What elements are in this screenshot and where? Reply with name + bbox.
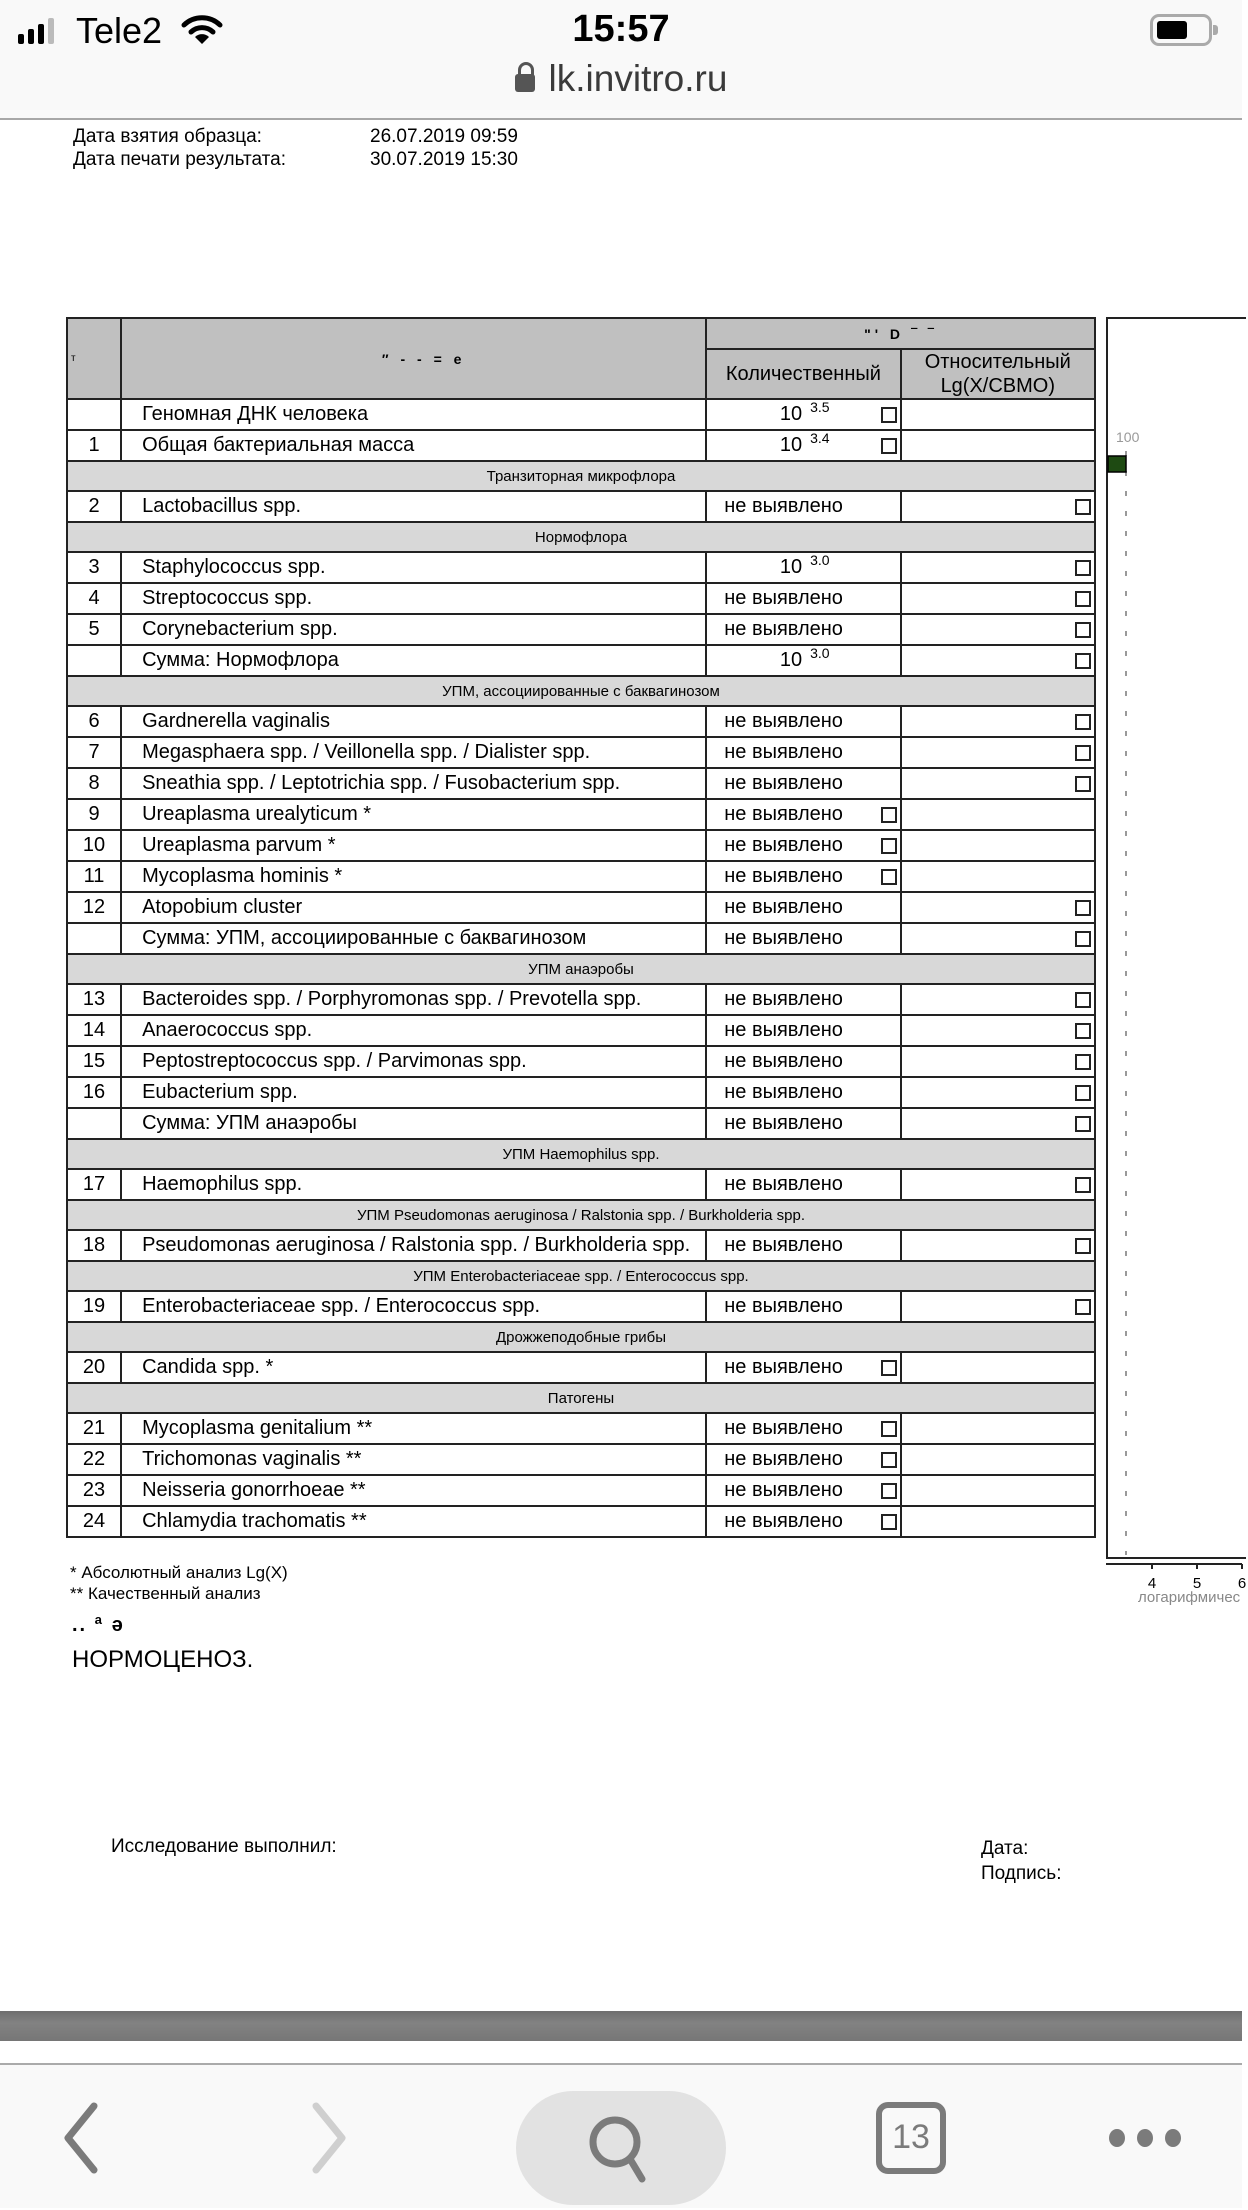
qty-value: не выявлено bbox=[724, 495, 843, 517]
organism-name: Геномная ДНК человека bbox=[121, 399, 706, 430]
quantitative-cell bbox=[706, 799, 900, 830]
address-bar[interactable] bbox=[0, 58, 1242, 100]
organism-name: Сумма: УПМ, ассоциированные с баквагинозом bbox=[121, 923, 706, 954]
group-header-row bbox=[67, 954, 1095, 984]
forward-button[interactable] bbox=[290, 2065, 370, 2210]
organism-name: Bacteroides spp. / Porphyromonas spp. / Prevotella spp. bbox=[121, 984, 706, 1015]
row-number: 9 bbox=[67, 799, 121, 830]
search-button[interactable] bbox=[516, 2091, 726, 2205]
result-checkbox bbox=[881, 438, 897, 454]
date-label: Дата: bbox=[981, 1838, 1029, 1859]
relative-cell bbox=[901, 830, 1095, 861]
result-checkbox bbox=[1075, 1085, 1091, 1101]
sample-date-label: Дата взятия образца: bbox=[73, 126, 262, 147]
group-title: Нормофлора bbox=[67, 522, 1095, 552]
row-number: 10 bbox=[67, 830, 121, 861]
qty-value: не выявлено bbox=[724, 710, 843, 732]
row-number: 7 bbox=[67, 737, 121, 768]
side-chart-svg bbox=[1108, 319, 1248, 1561]
table-row bbox=[67, 892, 1095, 923]
qty-value: не выявлено bbox=[724, 1510, 843, 1532]
qty-value: не выявлено bbox=[724, 1173, 843, 1195]
header-quantitative: Количественный bbox=[706, 349, 900, 399]
battery-icon bbox=[1150, 14, 1212, 46]
row-number: 8 bbox=[67, 768, 121, 799]
relative-cell bbox=[901, 1352, 1095, 1383]
quantitative-cell bbox=[706, 1475, 900, 1506]
result-checkbox bbox=[1075, 560, 1091, 576]
qty-value: не выявлено bbox=[724, 1295, 843, 1317]
row-number: 1 bbox=[67, 430, 121, 461]
table-row bbox=[67, 1015, 1095, 1046]
group-header-row bbox=[67, 1322, 1095, 1352]
table-row bbox=[67, 430, 1095, 461]
footnote-qualitative: ** Качественный анализ bbox=[70, 1584, 261, 1603]
qty-value: не выявлено bbox=[724, 1479, 843, 1501]
print-date-value: 30.07.2019 15:30 bbox=[370, 149, 518, 170]
side-chart bbox=[1106, 317, 1246, 1559]
header-num: т bbox=[67, 318, 121, 399]
status-time: 15:57 bbox=[572, 8, 670, 50]
relative-cell bbox=[901, 399, 1095, 430]
table-row bbox=[67, 984, 1095, 1015]
qty-base: 10 bbox=[779, 649, 803, 671]
quantitative-cell bbox=[706, 830, 900, 861]
qty-value: не выявлено bbox=[724, 618, 843, 640]
result-checkbox bbox=[881, 407, 897, 423]
table-row bbox=[67, 1506, 1095, 1537]
qty-value: не выявлено bbox=[724, 741, 843, 763]
quantitative-cell bbox=[706, 552, 900, 583]
relative-cell bbox=[901, 892, 1095, 923]
lock-icon bbox=[515, 74, 535, 92]
relative-cell bbox=[901, 552, 1095, 583]
quantitative-cell bbox=[706, 1444, 900, 1475]
more-dots-icon bbox=[1109, 2129, 1181, 2147]
signature-block bbox=[981, 1836, 1061, 1886]
url-text: lk.invitro.ru bbox=[548, 58, 728, 99]
qty-value: не выявлено bbox=[724, 927, 843, 949]
group-title: УПМ анаэробы bbox=[67, 954, 1095, 984]
organism-name: Общая бактериальная масса bbox=[121, 430, 706, 461]
row-number bbox=[67, 923, 121, 954]
organism-name: Chlamydia trachomatis ** bbox=[121, 1506, 706, 1537]
chevron-right-icon bbox=[310, 2102, 350, 2174]
quantitative-cell bbox=[706, 706, 900, 737]
table-row bbox=[67, 799, 1095, 830]
organism-name: Atopobium cluster bbox=[121, 892, 706, 923]
organism-name: Staphylococcus spp. bbox=[121, 552, 706, 583]
header-relative-line2: Lg(X/СВМО) bbox=[940, 375, 1056, 397]
organism-name: Eubacterium spp. bbox=[121, 1077, 706, 1108]
relative-cell bbox=[901, 923, 1095, 954]
relative-cell bbox=[901, 984, 1095, 1015]
table-row bbox=[67, 1046, 1095, 1077]
conclusion-heading: .. ª ə bbox=[72, 1614, 125, 1636]
result-checkbox bbox=[1075, 992, 1091, 1008]
x-tick-label: 6 bbox=[1237, 1575, 1247, 1592]
quantitative-cell bbox=[706, 768, 900, 799]
organism-name: Enterobacteriaceae spp. / Enterococcus spp. bbox=[121, 1291, 706, 1322]
table-row bbox=[67, 1352, 1095, 1383]
relative-cell bbox=[901, 1169, 1095, 1200]
footnotes bbox=[70, 1562, 288, 1604]
results-body bbox=[67, 399, 1095, 1537]
result-checkbox bbox=[1075, 776, 1091, 792]
relative-cell bbox=[901, 737, 1095, 768]
organism-name: Trichomonas vaginalis ** bbox=[121, 1444, 706, 1475]
organism-name: Mycoplasma genitalium ** bbox=[121, 1413, 706, 1444]
organism-name: Anaerococcus spp. bbox=[121, 1015, 706, 1046]
sample-meta bbox=[73, 125, 518, 171]
row-number: 24 bbox=[67, 1506, 121, 1537]
relative-cell bbox=[901, 1077, 1095, 1108]
result-checkbox bbox=[1075, 745, 1091, 761]
group-title: УПМ Pseudomonas aeruginosa / Ralstonia spp. / Burkholderia spp. bbox=[67, 1200, 1095, 1230]
qty-value: не выявлено bbox=[724, 587, 843, 609]
chart-top-label: 100 bbox=[1116, 429, 1140, 445]
row-number: 12 bbox=[67, 892, 121, 923]
relative-cell bbox=[901, 491, 1095, 522]
organism-name: Ureaplasma parvum * bbox=[121, 830, 706, 861]
result-checkbox bbox=[881, 1514, 897, 1530]
relative-cell bbox=[901, 706, 1095, 737]
result-checkbox bbox=[1075, 931, 1091, 947]
relative-cell bbox=[901, 1046, 1095, 1077]
organism-name: Peptostreptococcus spp. / Parvimonas spp. bbox=[121, 1046, 706, 1077]
row-number: 11 bbox=[67, 861, 121, 892]
result-checkbox bbox=[881, 1421, 897, 1437]
table-row bbox=[67, 1230, 1095, 1261]
table-row bbox=[67, 1108, 1095, 1139]
chart-bar bbox=[1108, 456, 1126, 472]
table-row bbox=[67, 923, 1095, 954]
result-checkbox bbox=[1075, 1023, 1091, 1039]
group-header-row bbox=[67, 1139, 1095, 1169]
row-number: 13 bbox=[67, 984, 121, 1015]
quantitative-cell bbox=[706, 1506, 900, 1537]
table-row bbox=[67, 645, 1095, 676]
signature-label: Подпись: bbox=[981, 1863, 1062, 1884]
result-checkbox bbox=[1075, 1299, 1091, 1315]
row-number: 5 bbox=[67, 614, 121, 645]
row-number: 15 bbox=[67, 1046, 121, 1077]
relative-cell bbox=[901, 583, 1095, 614]
relative-cell bbox=[901, 768, 1095, 799]
qty-value: не выявлено bbox=[724, 1234, 843, 1256]
result-checkbox bbox=[1075, 900, 1091, 916]
header-relative bbox=[901, 349, 1095, 399]
organism-name: Haemophilus spp. bbox=[121, 1169, 706, 1200]
qty-exponent: 3.0 bbox=[810, 645, 830, 661]
qty-value: не выявлено bbox=[724, 1019, 843, 1041]
row-number bbox=[67, 645, 121, 676]
qty-base: 10 bbox=[779, 403, 803, 425]
result-checkbox bbox=[1075, 1054, 1091, 1070]
organism-name: Candida spp. * bbox=[121, 1352, 706, 1383]
group-header-row bbox=[67, 461, 1095, 491]
relative-cell bbox=[901, 1015, 1095, 1046]
organism-name: Ureaplasma urealyticum * bbox=[121, 799, 706, 830]
quantitative-cell bbox=[706, 583, 900, 614]
qty-value: не выявлено bbox=[724, 896, 843, 918]
organism-name: Mycoplasma hominis * bbox=[121, 861, 706, 892]
group-title: УПМ, ассоциированные с баквагинозом bbox=[67, 676, 1095, 706]
qty-value: не выявлено bbox=[724, 1081, 843, 1103]
qty-value: не выявлено bbox=[724, 1356, 843, 1378]
relative-cell bbox=[901, 1230, 1095, 1261]
row-number: 20 bbox=[67, 1352, 121, 1383]
header-result bbox=[706, 318, 1095, 349]
qty-exponent: 3.4 bbox=[810, 430, 830, 446]
quantitative-cell bbox=[706, 1108, 900, 1139]
quantitative-cell bbox=[706, 984, 900, 1015]
organism-name: Streptococcus spp. bbox=[121, 583, 706, 614]
row-number: 21 bbox=[67, 1413, 121, 1444]
result-checkbox bbox=[881, 1452, 897, 1468]
performed-by-label: Исследование выполнил: bbox=[111, 1836, 337, 1857]
quantitative-cell bbox=[706, 614, 900, 645]
table-row bbox=[67, 706, 1095, 737]
qty-exponent: 3.0 bbox=[810, 552, 830, 568]
qty-value: не выявлено bbox=[724, 1448, 843, 1470]
organism-name: Neisseria gonorrhoeae ** bbox=[121, 1475, 706, 1506]
row-number: 23 bbox=[67, 1475, 121, 1506]
quantitative-cell bbox=[706, 861, 900, 892]
row-number: 3 bbox=[67, 552, 121, 583]
relative-cell bbox=[901, 1444, 1095, 1475]
table-row bbox=[67, 552, 1095, 583]
result-checkbox bbox=[881, 1483, 897, 1499]
result-checkbox bbox=[881, 869, 897, 885]
quantitative-cell bbox=[706, 892, 900, 923]
chart-x-label: логарифмичес bbox=[1138, 1589, 1241, 1606]
quantitative-cell bbox=[706, 430, 900, 461]
organism-name: Pseudomonas aeruginosa / Ralstonia spp. / Burkholderia spp. bbox=[121, 1230, 706, 1261]
header-name bbox=[121, 318, 706, 399]
relative-cell bbox=[901, 1475, 1095, 1506]
table-row bbox=[67, 1291, 1095, 1322]
group-header-row bbox=[67, 1261, 1095, 1291]
qty-value: не выявлено bbox=[724, 803, 843, 825]
group-title: Транзиторная микрофлора bbox=[67, 461, 1095, 491]
table-row bbox=[67, 399, 1095, 430]
quantitative-cell bbox=[706, 1046, 900, 1077]
group-header-row bbox=[67, 1200, 1095, 1230]
table-row bbox=[67, 583, 1095, 614]
result-checkbox bbox=[1075, 1177, 1091, 1193]
table-row bbox=[67, 491, 1095, 522]
row-number: 14 bbox=[67, 1015, 121, 1046]
qty-base: 10 bbox=[779, 556, 803, 578]
search-icon bbox=[516, 2091, 726, 2205]
row-number: 2 bbox=[67, 491, 121, 522]
quantitative-cell bbox=[706, 1413, 900, 1444]
back-button[interactable] bbox=[40, 2065, 120, 2210]
organism-name: Сумма: Нормофлора bbox=[121, 645, 706, 676]
row-number: 19 bbox=[67, 1291, 121, 1322]
qty-value: не выявлено bbox=[724, 988, 843, 1010]
quantitative-cell bbox=[706, 1291, 900, 1322]
group-header-row bbox=[67, 1383, 1095, 1413]
organism-name: Gardnerella vaginalis bbox=[121, 706, 706, 737]
relative-cell bbox=[901, 1413, 1095, 1444]
tabs-button[interactable] bbox=[876, 2065, 946, 2210]
result-checkbox bbox=[1075, 714, 1091, 730]
result-checkbox bbox=[1075, 1238, 1091, 1254]
browser-header bbox=[0, 0, 1242, 120]
print-date-label: Дата печати результата: bbox=[73, 149, 286, 170]
header-relative-line1: Относительный bbox=[924, 351, 1071, 373]
qty-value: не выявлено bbox=[724, 1112, 843, 1134]
qty-value: не выявлено bbox=[724, 772, 843, 794]
quantitative-cell bbox=[706, 645, 900, 676]
group-title: УПМ Enterobacteriaceae spp. / Enterococcus spp. bbox=[67, 1261, 1095, 1291]
conclusion-text: НОРМОЦЕНОЗ. bbox=[72, 1646, 254, 1673]
organism-name: Sneathia spp. / Leptotrichia spp. / Fusobacterium spp. bbox=[121, 768, 706, 799]
row-number: 6 bbox=[67, 706, 121, 737]
relative-cell bbox=[901, 645, 1095, 676]
result-checkbox bbox=[881, 1360, 897, 1376]
quantitative-cell bbox=[706, 737, 900, 768]
result-checkbox bbox=[881, 838, 897, 854]
result-checkbox bbox=[1075, 1116, 1091, 1132]
quantitative-cell bbox=[706, 923, 900, 954]
organism-name: Lactobacillus spp. bbox=[121, 491, 706, 522]
carrier-name: Tele2 bbox=[76, 10, 163, 51]
quantitative-cell bbox=[706, 1077, 900, 1108]
row-number: 17 bbox=[67, 1169, 121, 1200]
relative-cell bbox=[901, 1506, 1095, 1537]
row-number: 22 bbox=[67, 1444, 121, 1475]
relative-cell bbox=[901, 861, 1095, 892]
table-row bbox=[67, 1444, 1095, 1475]
header-result-glyphs: "' D ‾ ‾ bbox=[864, 325, 938, 342]
table-row bbox=[67, 614, 1095, 645]
table-row bbox=[67, 830, 1095, 861]
quantitative-cell bbox=[706, 1169, 900, 1200]
table-row bbox=[67, 861, 1095, 892]
x-tick-label: 5 bbox=[1192, 1575, 1202, 1592]
row-number: 18 bbox=[67, 1230, 121, 1261]
quantitative-cell bbox=[706, 491, 900, 522]
table-row bbox=[67, 1169, 1095, 1200]
quantitative-cell bbox=[706, 1230, 900, 1261]
relative-cell bbox=[901, 1108, 1095, 1139]
group-header-row bbox=[67, 522, 1095, 552]
row-number: 4 bbox=[67, 583, 121, 614]
quantitative-cell bbox=[706, 1352, 900, 1383]
organism-name: Corynebacterium spp. bbox=[121, 614, 706, 645]
chevron-left-icon bbox=[60, 2102, 100, 2174]
tabs-count: 13 bbox=[876, 2102, 946, 2174]
table-row bbox=[67, 1077, 1095, 1108]
qty-base: 10 bbox=[779, 434, 803, 456]
row-number bbox=[67, 1108, 121, 1139]
result-checkbox bbox=[881, 807, 897, 823]
relative-cell bbox=[901, 799, 1095, 830]
result-checkbox bbox=[1075, 499, 1091, 515]
group-title: Дрожжеподобные грибы bbox=[67, 1322, 1095, 1352]
page-separator bbox=[0, 2011, 1242, 2041]
table-row bbox=[67, 1475, 1095, 1506]
x-tick-label: 4 bbox=[1147, 1575, 1157, 1592]
sample-date-value: 26.07.2019 09:59 bbox=[370, 126, 518, 147]
table-row bbox=[67, 768, 1095, 799]
browser-toolbar bbox=[0, 2063, 1242, 2208]
qty-value: не выявлено bbox=[724, 865, 843, 887]
results-table bbox=[66, 317, 1096, 1538]
relative-cell bbox=[901, 1291, 1095, 1322]
relative-cell bbox=[901, 430, 1095, 461]
group-title: Патогены bbox=[67, 1383, 1095, 1413]
result-checkbox bbox=[1075, 591, 1091, 607]
row-number: 16 bbox=[67, 1077, 121, 1108]
result-checkbox bbox=[1075, 653, 1091, 669]
group-header-row bbox=[67, 676, 1095, 706]
table-row bbox=[67, 1413, 1095, 1444]
quantitative-cell bbox=[706, 399, 900, 430]
relative-cell bbox=[901, 614, 1095, 645]
table-row bbox=[67, 737, 1095, 768]
qty-value: не выявлено bbox=[724, 834, 843, 856]
footnote-absolute: * Абсолютный анализ Lg(X) bbox=[70, 1563, 288, 1582]
organism-name: Сумма: УПМ анаэробы bbox=[121, 1108, 706, 1139]
header-name-glyphs: ″ - - = е bbox=[381, 351, 466, 367]
quantitative-cell bbox=[706, 1015, 900, 1046]
qty-value: не выявлено bbox=[724, 1050, 843, 1072]
qty-exponent: 3.5 bbox=[810, 399, 830, 415]
group-title: УПМ Haemophilus spp. bbox=[67, 1139, 1095, 1169]
result-checkbox bbox=[1075, 622, 1091, 638]
organism-name: Megasphaera spp. / Veillonella spp. / Dialister spp. bbox=[121, 737, 706, 768]
row-number bbox=[67, 399, 121, 430]
more-button[interactable] bbox=[1100, 2065, 1190, 2210]
qty-value: не выявлено bbox=[724, 1417, 843, 1439]
